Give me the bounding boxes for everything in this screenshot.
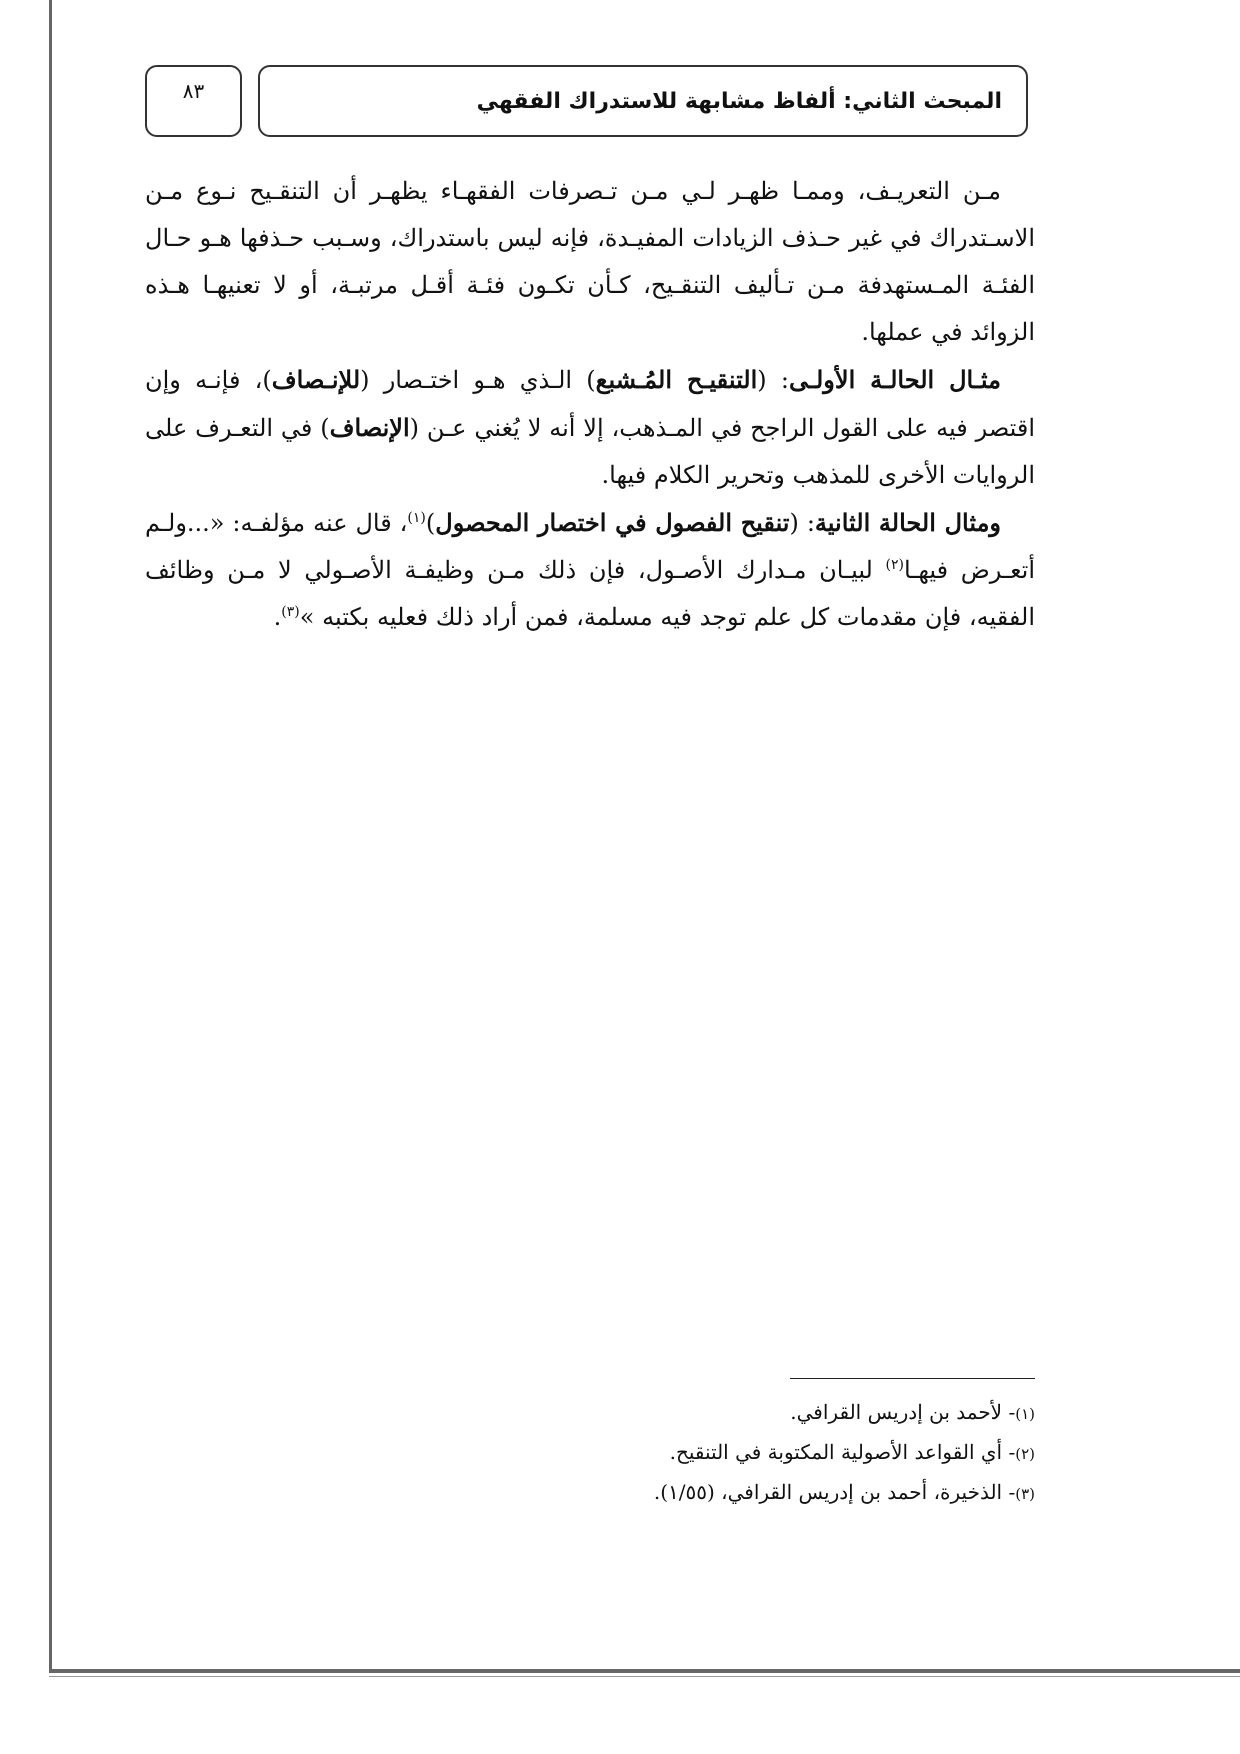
text-span: )، فإنـه وإن اقتصر فيه على القول الراجح في المـذهب، إلا أنه لا يُغني عـن ( [145,366,1036,442]
footnote-text: - لأحمد بن إدريس القرافي. [790,1400,1016,1424]
footnote [145,1433,1035,1473]
text-span: : ( [757,366,789,394]
paragraph-1 [145,168,1035,356]
page-number-box [145,65,242,137]
page-title: المبحث الثاني: ألفاظ مشابهة للاستدراك الفقهي [476,88,1002,114]
text-span: ) الـذي هـو اختـصار ( [360,366,596,394]
footnote-ref[interactable]: (١) [407,510,426,526]
footnote-number: (٢) [1015,1445,1035,1463]
paragraph-2 [145,356,1035,499]
book-title: التنقيـح المُـشبع [595,365,758,394]
text-span: ) في التعـرف على الروايات الأخرى للمذهب وتحرير الكلام فيها. [145,414,1035,489]
example-1-lead: مثـال الحالـة الأولـى [788,365,1001,394]
book-title: للإنـصاف [271,365,361,394]
footnote-text: - الذخيرة، أحمد بن إدريس القرافي، (١/٥٥). [653,1480,1016,1504]
body-text [145,168,1035,641]
text-span: ) [425,509,436,537]
footnote-number: (١) [1015,1405,1035,1423]
book-title: الإنصاف [329,413,410,442]
footnote [145,1473,1035,1513]
page-frame-left [49,0,52,1672]
footnote [145,1393,1035,1433]
footnote-number: (٣) [1015,1485,1035,1503]
page-frame-bottom [49,1669,1240,1673]
text-span: لبيـان مـدارك الأصـول، فإن ذلك مـن وظيفـة الأصـولي لا مـن وظائف الفقيه، فإن مقدمات كل علم توجد فيه مسلمة، فمن أراد ذلك فعليه بكتبه » [145,556,1035,631]
footnote-ref[interactable]: (٢) [885,557,904,573]
paragraph-3 [145,499,1035,641]
footnote-text: - أي القواعد الأصولية المكتوبة في التنقيح. [669,1440,1016,1464]
footnote-separator [790,1378,1035,1379]
text-span: . [273,603,282,631]
text-span: ، قال عنه مؤلفـه: «...ولـم أتعـرض فيهـا [145,509,1035,584]
example-2-lead: ومثال الحالة الثانية [814,508,1002,537]
book-title: تنقيح الفصول في اختصار المحصول [435,508,790,537]
paragraph-1-text: مـن التعريـف، وممـا ظهـر لـي مـن تـصرفات الفقهـاء يظهـر أن التنقـيح نـوع مـن الاسـتدراك في غير حـذف الزيادات المفيـدة، فإنه ليس باستدراك، وسـبب حـذفها هـو حـال الفئـة المـستهدفة مـن تـأليف التنقـيح، كـأن تكـون فئـة أقـل مرتبـة، أو لا تعنيهـا هـذه الزوائد في عملها. [145,177,1035,346]
footnote-ref[interactable]: (٣) [281,604,300,620]
header-title-box [258,65,1028,137]
text-span: : ( [789,509,815,537]
page-number: ٨٣ [182,79,205,103]
footnotes [145,1393,1035,1513]
page-frame-bottom-line [49,1676,1240,1677]
